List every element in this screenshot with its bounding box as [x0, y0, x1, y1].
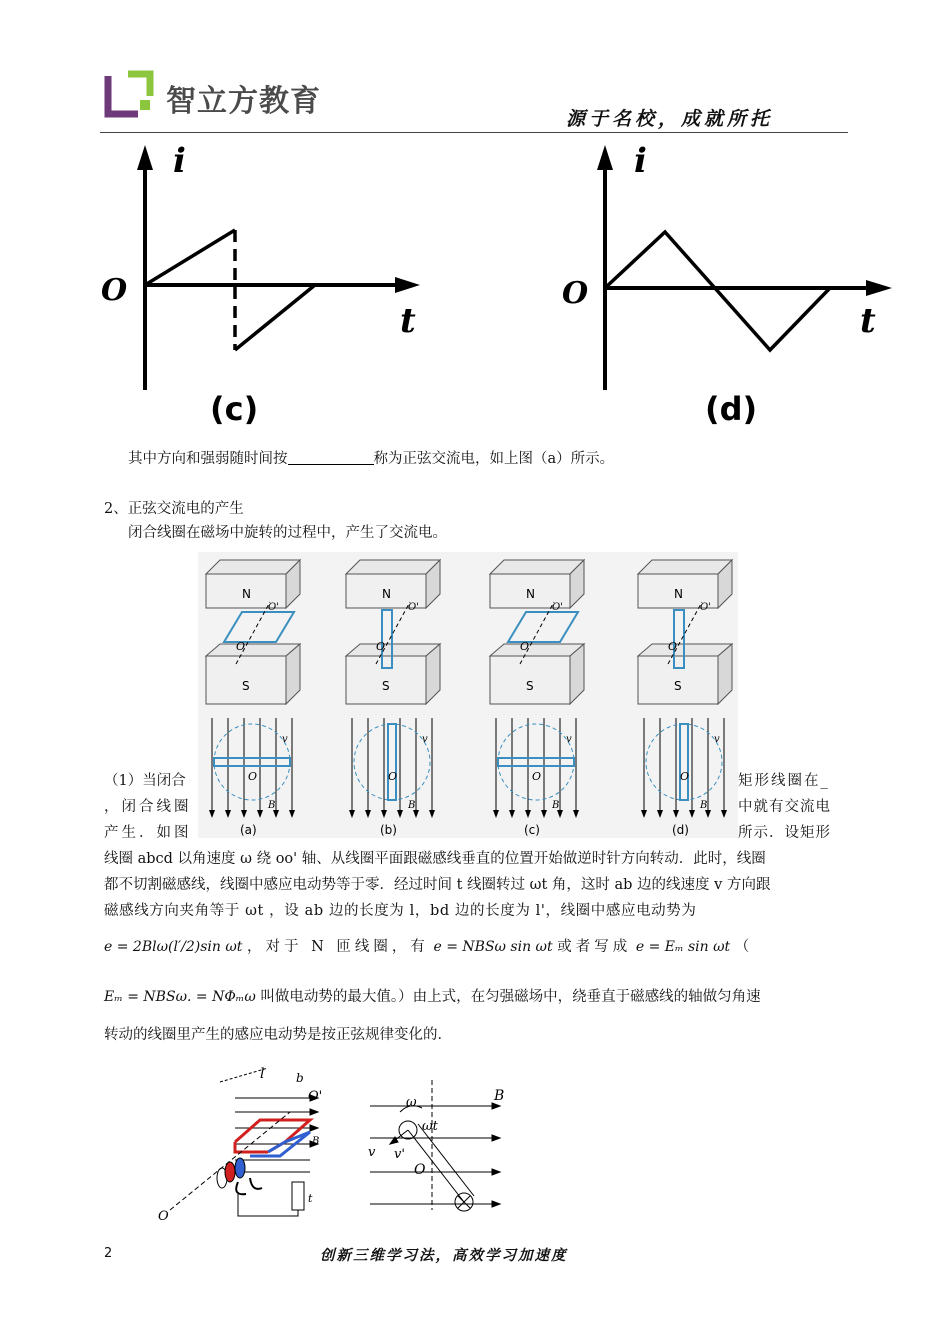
axis-label-o-prime: O': [408, 602, 419, 613]
header-slogan: 源于名校，成就所托: [566, 108, 774, 130]
axis-label-o: O: [236, 640, 246, 653]
graph-c: [95, 140, 435, 430]
formula-emf-max-form: e = Eₘ sin ωt: [635, 939, 731, 955]
header-rule: [100, 132, 848, 133]
field-label-b: B: [552, 800, 560, 811]
magnet-n-top: [206, 560, 300, 574]
graph-c-origin: O: [101, 273, 128, 308]
text-or: 或者写成: [557, 939, 632, 955]
para-line-1: 线圈 abcd 以角速度 ω 绕 oo' 轴、从线圈平面跟磁感线垂直的位置开始做逆时针方向转动．此时，线圈: [104, 851, 766, 867]
velocity-label: v: [566, 734, 572, 745]
axis-label-o-prime: O': [700, 602, 711, 613]
velocity-label: v: [422, 734, 428, 745]
para-last: 转动的线圈里产生的感应电动势是按正弦规律变化的．: [104, 1027, 452, 1043]
graph-c-x-label: t: [400, 301, 416, 341]
bottom-label-t: t: [308, 1192, 313, 1205]
line1-pre: 其中方向和强弱随时间按: [128, 451, 288, 467]
formula-emf-n-turns: e = NBSω sin ωt: [433, 939, 553, 955]
footer-slogan: 创新三维学习法，高效学习加速度: [320, 1247, 568, 1264]
section-label-o: O: [388, 770, 398, 783]
page-number: 2: [104, 1246, 113, 1261]
line1-post: 称为正弦交流电，如上图（a）所示。: [373, 451, 615, 467]
graph-c-caption: (c): [210, 390, 259, 428]
graph-c-y-label: i: [173, 141, 186, 181]
axis-label-o: O: [668, 640, 678, 653]
velocity-label: v: [282, 734, 288, 745]
graph-d-x-label: t: [860, 301, 876, 341]
wrap-left-3: 产生．如图: [104, 825, 192, 841]
sine-ac-definition: [128, 446, 614, 472]
pole-label-s: S: [382, 679, 390, 693]
graph-d: [560, 140, 900, 430]
graph-d-origin: O: [562, 276, 589, 311]
pole-label-s: S: [674, 679, 682, 693]
section2-title: 2、正弦交流电的产生: [104, 501, 244, 517]
pole-label-n: N: [674, 587, 683, 601]
panel-caption: (b): [380, 823, 397, 837]
velocity-label: v: [714, 734, 720, 745]
formula-emf-max-desc: 叫做电动势的最大值。）由上式，在匀强磁场中，绕垂直于磁感线的轴做匀角速: [260, 989, 761, 1005]
magnet-n-top: [346, 560, 440, 574]
para-line-2: 都不切割磁感线，线圈中感应电动势等于零．经过时间 t 线圈转过 ωt 角，这时 ab 边的线速度 v 方向跟: [104, 877, 771, 893]
graph-d-caption: (d): [705, 390, 758, 428]
bottom-label-B-right: B: [494, 1088, 505, 1104]
formula-row-2: [104, 984, 761, 1010]
wrap-right-3: 所示．设矩形: [738, 825, 831, 841]
bottom-label-omega: ω: [406, 1095, 417, 1110]
section-label-o: O: [248, 770, 258, 783]
panel-caption: (c): [524, 823, 540, 837]
pole-label-s: S: [242, 679, 250, 693]
bottom-label-v: v: [368, 1145, 376, 1160]
coil-generator-figure: [150, 1060, 530, 1225]
magnet-s-top: [490, 644, 584, 656]
field-label-b: B: [268, 800, 276, 811]
formula-emf-max: Eₘ = NBSω. = NΦₘω: [104, 989, 256, 1005]
pole-label-n: N: [382, 587, 391, 601]
panel-caption: (a): [240, 823, 257, 837]
wrap-right-1: 矩形线圈在_: [738, 773, 830, 789]
paren-open: （: [734, 939, 750, 955]
bottom-label-vprime: v': [394, 1147, 405, 1162]
pole-label-s: S: [526, 679, 534, 693]
axis-label-o: O: [376, 640, 386, 653]
field-label-b: B: [408, 800, 416, 811]
magnet-n-top: [638, 560, 732, 574]
bottom-label-oprime: O': [308, 1089, 323, 1104]
rotating-coil-figure: [198, 552, 738, 838]
bottom-label-B: B: [312, 1136, 320, 1147]
formula-emf-single: e = 2Blω(l′/2)sin ωt: [104, 939, 243, 955]
fill-blank: [288, 450, 374, 465]
brand-logo-icon: [104, 70, 162, 118]
axis-label-o-prime: O': [268, 602, 279, 613]
wrap-left-1: （1）当闭合: [104, 773, 186, 789]
section2-intro: 闭合线圈在磁场中旋转的过程中，产生了交流电。: [128, 525, 447, 541]
bottom-label-omega-t: ωt: [422, 1119, 438, 1134]
pole-label-n: N: [242, 587, 251, 601]
field-label-b: B: [700, 800, 708, 811]
magnet-n-top: [490, 560, 584, 574]
axis-label-o-prime: O': [552, 602, 563, 613]
formula-row-1: [104, 934, 844, 960]
bottom-label-o-right: O: [414, 1162, 426, 1178]
graph-d-y-label: i: [634, 141, 647, 181]
bottom-label-b: b: [296, 1071, 304, 1085]
para-line-3: 磁感线方向夹角等于 ωt ，设 ab 边的长度为 l，bd 边的长度为 l'，线圈中感应电动势为: [104, 903, 697, 919]
panel-caption: (d): [672, 823, 689, 837]
pole-label-n: N: [526, 587, 535, 601]
wrap-left-2: ，闭合线圈: [104, 799, 192, 815]
brand-name: 智立方教育: [166, 84, 321, 119]
text-n-turns: ，对于 N 匝线圈，有: [247, 939, 429, 955]
section-label-o: O: [680, 770, 690, 783]
bottom-label-o: O: [158, 1209, 169, 1224]
wrap-right-2: 中就有交流电: [738, 799, 831, 815]
axis-label-o: O: [520, 640, 530, 653]
bottom-label-l: l: [260, 1066, 265, 1082]
section-label-o: O: [532, 770, 542, 783]
magnet-s-top: [206, 644, 300, 656]
